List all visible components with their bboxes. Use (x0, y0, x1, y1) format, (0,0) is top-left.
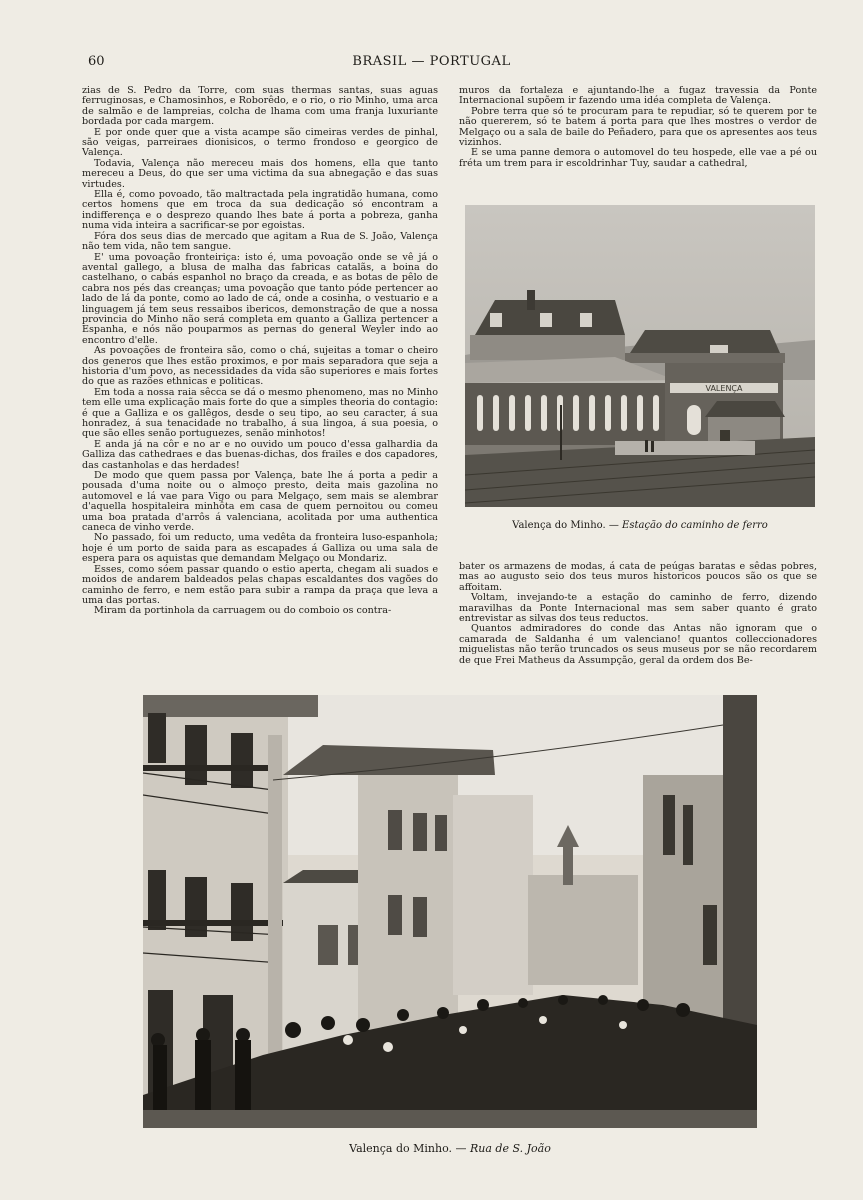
street-caption (143, 1142, 757, 1155)
paragraph: As povoações de fronteira são, como o chá, sujeitas a tomar o cheiro dos generos que lhes estão proximos, e por mais separadora que seja a historia d'um povo, as necessidades da vida são superiores e mais fortes do que as razões ethnicas e politicas. (82, 345, 438, 388)
station-sign: VALENÇA (705, 384, 743, 393)
paragraph: E anda já na côr e no ar e no ouvido um pouco d'essa galhardia da Galliza das cathedraes e das buenas-dichas, dos frailes e dos capadores, das castanholas e das herdades! (82, 438, 438, 471)
page-number: 60 (88, 54, 105, 69)
caption-place: Valença do Minho. — (349, 1142, 467, 1155)
paragraph: De modo que quem passa por Valença, bate lhe á porta a pedir a pousada d'uma noite ou o almoço presto, deita mais gazolina no automovel e lá vae para Vigo ou para Melgaço, sem mais se alembrar d'aquella hospitaleira minhôta em casa de quem pernoitou ou comeu uma boa pratada d'arrôs á valenciana, acolitada por uma authentica caneca de vinho verde. (82, 470, 438, 534)
running-title: BRASIL — PORTUGAL (352, 54, 511, 69)
right-text-column-bottom (459, 562, 817, 666)
paragraph: Todavia, Valença não mereceu mais dos homens, ella que tanto mereceu a Deus, do que ser uma victima da sua abnegação e das suas virtudes. (82, 157, 438, 190)
paragraph: Fóra dos seus dias de mercado que agitam a Rua de S. João, Valença não tem vida, não tem sangue. (82, 230, 438, 253)
paragraph: Voltam, invejando-te a estação do caminho de ferro, dizendo maravilhas da Ponte Internacional mas sem saber quanto é grato entrevistar as silvas dos teus reductos. (459, 592, 817, 625)
paragraph: bater os armazens de modas, á cata de peúgas baratas e sêdas pobres, mas ao augusto seio dos teus muros historicos poucos são os que se affoitam. (459, 561, 817, 593)
paragraph: muros da fortaleza e ajuntando-lhe a fugaz travessia da Ponte Internacional supõem ir fazendo uma idéa completa de Valença. (459, 85, 817, 107)
caption-place: Valença do Minho. — (512, 520, 619, 531)
paragraph: E por onde quer que a vista acampe são cimeiras verdes de pinhal, são veigas, parreiraes dionisicos, o termo frondoso e georgico de Valença. (82, 126, 438, 159)
paragraph: Miram da portinhola da carruagem ou do comboio os contra- (94, 605, 392, 617)
paragraph: zias de S. Pedro da Torre, com suas thermas santas, suas aguas ferruginosas, e Chamosinhos, e Roborêdo, e o rio, o rio Minho, uma arca de salmão e de lampreias, colcha de lhama com uma franja luxuriante bordada por cada margem. (82, 85, 438, 128)
caption-title: Rua de S. João (470, 1142, 551, 1155)
left-text-column (82, 86, 438, 617)
caption-title: Estação do caminho de ferro (622, 520, 768, 531)
paragraph: Pobre terra que só te procuram para te repudiar, só te querem por te não quererem, só te batem á porta para que lhes mostres o verdor de Melgaço ou a sala de baile do Peñadero, para que os apresentes aos teus vizinhos. (459, 105, 817, 149)
paragraph: Esses, como sóem passar quando o estio aperta, chegam ali suados e moidos de andarem baldeados pelas chapas escaldantes dos vagões do caminho de ferro, e nem estão para subir a rampa da praça que leva a uma das portas. (82, 563, 438, 606)
paragraph: E se uma panne demora o automovel do teu hospede, elle vae a pé ou fréta um trem para ir escoldrinhar Tuy, saudar a cathedral, (459, 147, 817, 169)
station-caption (465, 520, 815, 531)
right-text-column-top (459, 86, 817, 169)
paragraph: Ella é, como povoado, tão maltractada pela ingratidão humana, como certos homens que em troca da sua dedicação só encontram a indifferença e o desprezo quando lhes bate á porta a pobreza, ganha numa vida inteira a sacrificar-se por egoistas. (82, 189, 438, 232)
street-photo (143, 695, 757, 1128)
paragraph: No passado, foi um reducto, uma vedêta da fronteira luso-espanhola; hoje é um porto de saida para as escapades á Galliza ou uma sala de espera para os aquistas que demandam Melgaço ou Mondariz. (82, 532, 438, 565)
paragraph: Quantos admiradores do conde das Antas não ignoram que o camarada de Saldanha é um valenciano! quantos colleccionadores miguelistas não terão truncados os seus museus por se não recordarem de que Frei Matheus da Assumpção, geral da ordem dos Be- (459, 623, 817, 666)
station-photo (465, 205, 815, 507)
paragraph: Em toda a nossa raia sêcca se dá o mesmo phenomeno, mas no Minho tem elle uma explicação mais forte do que a simples theoria do contagio: é que a Galliza e os gallêgos, desde o seu tipo, ao seu caracter, á sua honradez, á sua tenacidade no trabalho, á sua lingoa, á sua poesia, o que são elles senão portuguezes, senão minhotos! (82, 386, 438, 440)
paragraph: E' uma povoação fronteiriça: isto é, uma povoação onde se vê já o avental gallego, a blusa de malha das fabricas catalãs, a boina do castelhano, o cabás espanhol no braço da creada, e as botas de pêlo de cabra nos pés das creanças; uma povoação que tanto póde pertencer ao lado de lá da ponte, como ao lado de cá, onde a cosinha, o vestuario e a linguagem já tem seus ressaibos ibericos, demonstração de que a nossa provincia do Minho não será completa em quanto a Galliza pertencer a Espanha, e nós não pouparmos as pernas do general Weyler indo ao encontro d'elle. (82, 251, 438, 346)
